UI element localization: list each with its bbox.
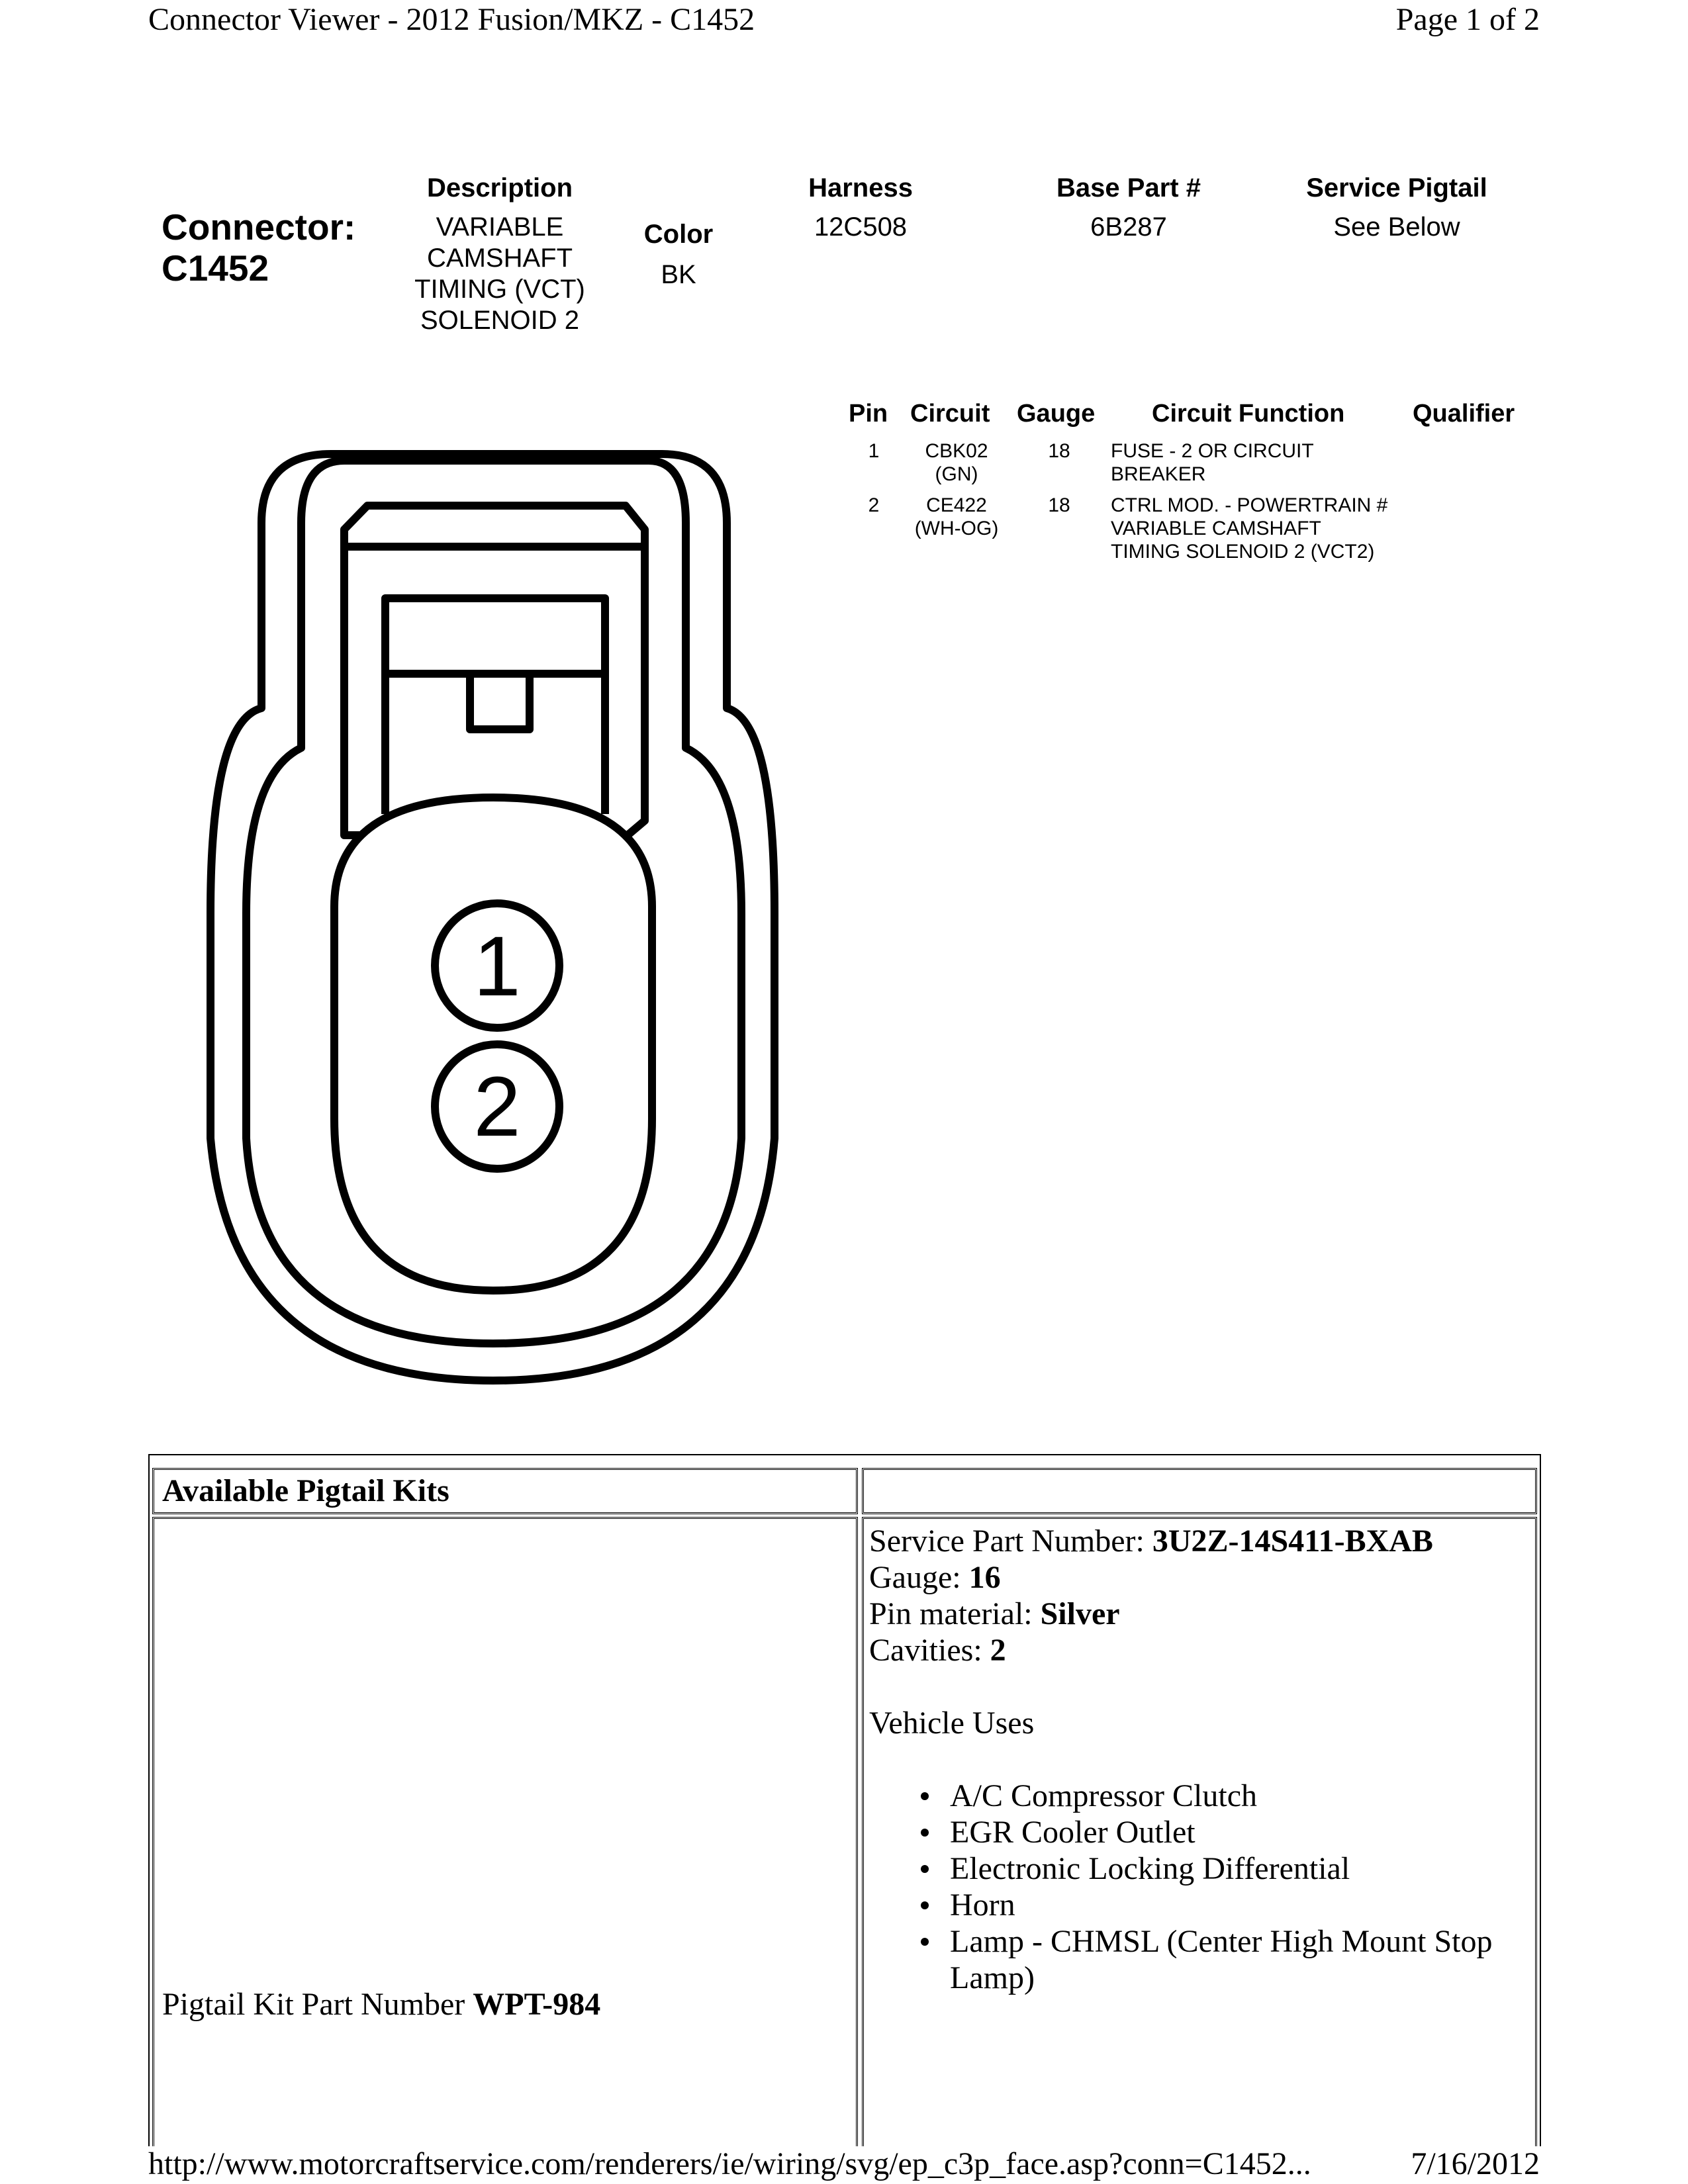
cavities [869,1632,1524,1668]
list-item [950,1923,1524,1996]
vehicle-use-text: EGR Cooler Outlet [950,1815,1196,1850]
pin-material-label: Pin material: [869,1596,1041,1631]
footer-url: http://www.motorcraftservice.com/renderers/ie/wiring/svg/ep_c3p_face.asp?conn=C1452... [148,2146,1311,2181]
service-part-number [869,1523,1524,1559]
pigtail-kit-number: WPT-984 [473,1987,601,2022]
function-line: BREAKER [1111,463,1206,485]
function-line: CTRL MOD. - POWERTRAIN # [1111,494,1388,516]
function-line: VARIABLE CAMSHAFT [1111,518,1321,539]
bullet-icon [921,1865,929,1873]
circuit-code: CE422 [926,494,987,516]
service-part-value: 3U2Z-14S411-BXAB [1152,1524,1433,1559]
function-line: TIMING SOLENOID 2 (VCT2) [1111,541,1375,563]
pin-number: 2 [868,494,880,516]
vehicle-uses-list [869,1778,1524,1996]
list-item [950,1887,1524,1923]
bullet-icon [921,1829,929,1837]
pin-label-2: 2 [473,1060,521,1154]
gauge-value: 18 [1048,494,1070,516]
vehicle-use-text: Lamp - CHMSL (Center High Mount Stop Lamp) [950,1924,1493,1995]
list-item [950,1814,1524,1850]
color-heading: Color [643,220,714,249]
service-pigtail-heading: Service Pigtail [1306,173,1487,203]
pigtail-details [869,1523,1524,1996]
pin-material [869,1596,1524,1632]
cavities-value: 2 [990,1633,1006,1668]
pigtail-heading-box [152,1468,858,1514]
pigtail-gauge-value: 16 [968,1560,1001,1595]
gauge-column-header: Gauge [1017,400,1096,428]
description-line: CAMSHAFT [427,244,573,273]
bullet-icon [921,1938,929,1946]
pin-material-value: Silver [1040,1596,1120,1631]
latch-notch [470,674,530,729]
connector-id: C1452 [162,248,269,289]
circuit-wire-color: (WH-OG) [914,518,999,539]
latch-outline [385,598,605,814]
vehicle-use-text: Electronic Locking Differential [950,1851,1350,1886]
circuit-wire-color: (GN) [935,463,978,485]
gauge-value: 18 [1048,440,1070,462]
page-header-title: Connector Viewer - 2012 Fusion/MKZ - C1452 [148,2,755,37]
harness-heading: Harness [808,173,913,203]
service-part-label: Service Part Number: [869,1524,1152,1559]
bullet-icon [921,1901,929,1909]
pigtail-gauge [869,1559,1524,1596]
pigtail-heading-spacer [862,1468,1537,1514]
description-line: SOLENOID 2 [420,306,580,335]
vehicle-use-text: Horn [950,1888,1015,1923]
pigtail-kit-part [162,1986,600,2023]
description-line: TIMING (VCT) [414,275,585,304]
description-heading: Description [426,173,573,203]
circuit-column-header: Circuit [910,400,990,428]
list-item [950,1778,1524,1814]
pigtail-kit-label: Pigtail Kit Part Number [162,1987,473,2022]
pin-label-1: 1 [473,919,521,1014]
pigtail-image-cell [152,1517,858,2146]
base-part-heading: Base Part # [1056,173,1201,203]
pin-column-header: Pin [849,400,888,428]
vehicle-use-text: A/C Compressor Clutch [950,1778,1257,1813]
circuit-code: CBK02 [925,440,988,462]
list-item [950,1850,1524,1887]
connector-label-line1: Connector: [162,206,356,248]
qualifier-column-header: Qualifier [1413,400,1515,428]
pigtail-gauge-label: Gauge: [869,1560,969,1595]
function-line: FUSE - 2 OR CIRCUIT [1111,440,1314,462]
description-line: VARIABLE [436,212,564,242]
footer-date: 7/16/2012 [1411,2146,1540,2181]
pigtail-details-cell [862,1517,1537,2146]
page-number: Page 1 of 2 [1395,2,1540,37]
pin-number: 1 [868,440,880,462]
vehicle-uses-heading: Vehicle Uses [869,1706,1035,1741]
bullet-icon [921,1792,929,1800]
base-part-value: 6B287 [1090,212,1167,242]
function-column-header: Circuit Function [1152,400,1345,428]
service-pigtail-value: See Below [1333,212,1460,242]
harness-value: 12C508 [814,212,908,242]
pigtail-heading: Available Pigtail Kits [162,1473,449,1508]
color-value: BK [661,260,696,289]
cavities-label: Cavities: [869,1633,990,1668]
